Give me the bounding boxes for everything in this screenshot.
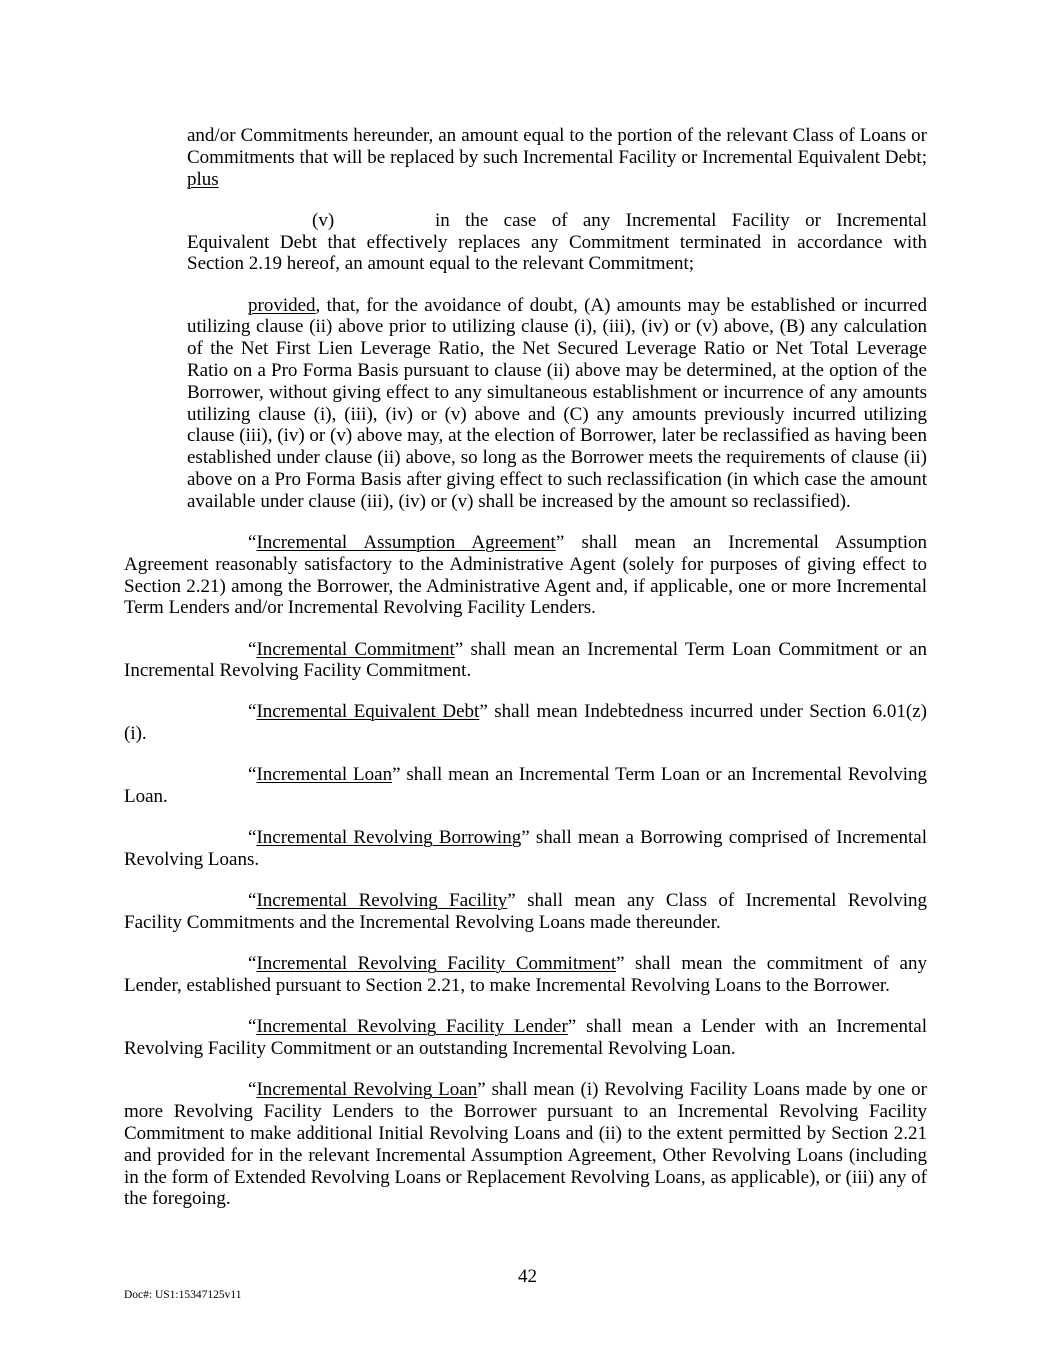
open-quote: “ — [248, 890, 257, 912]
open-quote: “ — [248, 638, 257, 660]
defined-term: Incremental Revolving Borrowing — [256, 827, 522, 849]
open-quote: “ — [248, 953, 257, 975]
definition-incremental-revolving-loan — [124, 1079, 927, 1210]
defined-term: Incremental Revolving Facility Lender — [256, 1016, 568, 1038]
definition-incremental-equivalent-debt — [124, 701, 927, 745]
continuation-text: and/or Commitments hereunder, an amount equal to the portion of the relevant Class of Loans or Commitments that will be replaced by such Incremental Facility or Incremental Equivalent Debt; — [187, 125, 927, 168]
defined-term: Incremental Revolving Facility — [256, 890, 508, 912]
clause-label: (v) — [312, 209, 335, 231]
document-body — [124, 125, 927, 1230]
proviso-paragraph — [187, 295, 927, 513]
clause-text: in the case of any Incremental Facility or Incremental Equivalent Debt that effectively replaces any Commitment terminated in accordance with Section 2.19 hereof, an amount equal to the relevant Commitment; — [187, 209, 927, 275]
defined-term: Incremental Revolving Facility Commitment — [256, 953, 617, 975]
definition-incremental-revolving-facility-lender — [124, 1016, 927, 1060]
clause-v — [187, 210, 927, 275]
defined-term: Incremental Assumption Agreement — [256, 531, 556, 553]
document-id: Doc#: US1:15347125v11 — [124, 1289, 242, 1301]
definition-incremental-revolving-facility — [124, 890, 927, 934]
definition-text: ” shall mean (i) Revolving Facility Loans made by one or more Revolving Facility Lenders to the Borrower pursuant to an Incremental Revolving Facility Commitment to make additional Initial Revolving Loans and (ii) to the extent permitted by Section 2.21 and provided for in the relevant Incremental Assumption Agreement, Other Revolving Loans (including in the form of Extended Revolving Loans or Replacement Revolving Loans, as applicable), or (iii) any of the foregoing. — [124, 1079, 927, 1210]
page-number: 42 — [518, 1266, 537, 1287]
definition-text: ” shall mean a Borrowing comprised of Incremental Revolving Loans. — [124, 827, 928, 871]
open-quote: “ — [248, 1079, 257, 1101]
continuation-paragraph — [187, 125, 927, 190]
definition-text: ” shall mean an Incremental Assumption Agreement reasonably satisfactory to the Administrative Agent (solely for purposes of giving effect to Section 2.21) among the Borrower, the Administrative Agent and, if applicable, one or more Incremental Term Lenders and/or Incremental Revolving Facility Lenders. — [124, 531, 927, 619]
definition-text: ” shall mean an Incremental Term Loan or an Incremental Revolving Loan. — [124, 764, 928, 808]
definition-incremental-loan — [124, 764, 927, 808]
definition-incremental-assumption-agreement — [124, 532, 927, 619]
open-quote: “ — [248, 701, 257, 723]
defined-term: Incremental Commitment — [256, 638, 455, 660]
connector-plus: plus — [187, 168, 219, 190]
definition-text: ” shall mean the commitment of any Lender, established pursuant to Section 2.21, to make Incremental Revolving Loans to the Borrower. — [124, 953, 927, 997]
definition-incremental-revolving-borrowing — [124, 827, 927, 871]
defined-term: Incremental Revolving Loan — [256, 1079, 478, 1101]
open-quote: “ — [248, 531, 257, 553]
open-quote: “ — [248, 827, 257, 849]
definition-incremental-revolving-facility-commitment — [124, 953, 927, 997]
definition-text: ” shall mean any Class of Incremental Revolving Facility Commitments and the Incremental Revolving Loans made thereunder. — [124, 890, 927, 934]
definition-text: ” shall mean Indebtedness incurred under Section 6.01(z)(i). — [124, 701, 928, 745]
defined-term: Incremental Loan — [256, 764, 393, 786]
definition-text: ” shall mean a Lender with an Incremental Revolving Facility Commitment or an outstanding Incremental Revolving Loan. — [124, 1016, 927, 1060]
definition-incremental-commitment — [124, 639, 927, 683]
open-quote: “ — [248, 1016, 257, 1038]
definition-text: ” shall mean an Incremental Term Loan Commitment or an Incremental Revolving Facility Commitment. — [124, 638, 927, 682]
defined-term: Incremental Equivalent Debt — [256, 701, 480, 723]
proviso-text: , that, for the avoidance of doubt, (A) amounts may be established or incurred utilizing clause (ii) above prior to utilizing clause (i), (iii), (iv) or (v) above, (B) any calculation of the Net First Lien Leverage Ratio, the Net Secured Leverage Ratio or Net Total Leverage Ratio on a Pro Forma Basis pursuant to clause (ii) above may be determined, at the option of the Borrower, without giving effect to any simultaneous establishment or incurrence of any amounts utilizing clause (i), (iii), (iv) or (v) above and (C) any amounts previously incurred utilizing clause (iii), (iv) or (v) above may, at the election of Borrower, later be reclassified as having been established under clause (ii) above, so long as the Borrower meets the requirements of clause (ii) above on a Pro Forma Basis after giving effect to such reclassification (in which case the amount available under clause (iii), (iv) or (v) shall be increased by the amount so reclassified). — [187, 294, 927, 512]
proviso-lead: provided — [248, 294, 316, 316]
open-quote: “ — [248, 764, 257, 786]
